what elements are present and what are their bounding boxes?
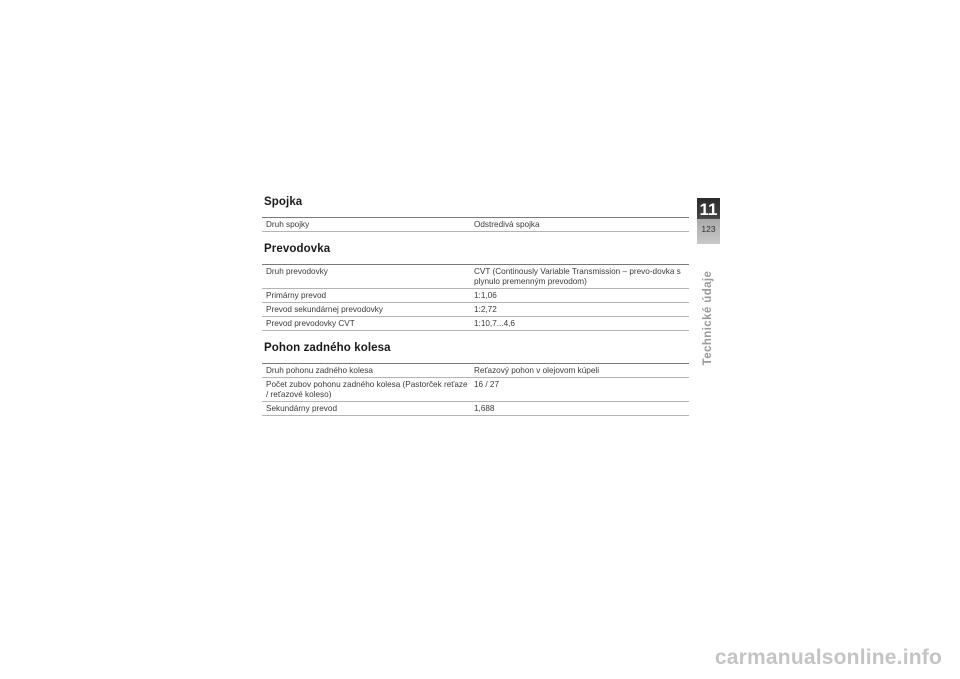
spec-table (262, 363, 689, 416)
section-prevodovka (262, 243, 689, 331)
row-value: 1:2,72 (474, 305, 497, 314)
table-row (262, 289, 689, 303)
row-label: Druh spojky (266, 220, 310, 229)
table-row (262, 303, 689, 317)
section-title: Prevodovka (264, 243, 331, 255)
row-value: 16 / 27 (474, 380, 500, 389)
spec-table (262, 264, 689, 331)
section-title: Spojka (264, 196, 303, 208)
row-value: CVT (Continously Variable Transmission – prevo-dovka s plynulo premenným prevodom) (474, 267, 681, 286)
section-spojka (262, 196, 689, 232)
table-row (262, 364, 689, 378)
row-value: 1:1,06 (474, 291, 497, 300)
row-label: Primárny prevod (266, 291, 327, 300)
table-row (262, 317, 689, 331)
spec-table (262, 217, 689, 232)
row-value: Odstredivá spojka (474, 220, 540, 229)
row-value: Reťazový pohon v olejovom kúpeli (474, 366, 600, 375)
chapter-side-label: Technické údaje (702, 270, 714, 366)
chapter-tab (697, 198, 720, 244)
row-label: Sekundárny prevod (266, 404, 338, 413)
row-label: Prevod sekundárnej prevodovky (266, 305, 383, 314)
row-label: Počet zubov pohonu zadného kolesa (Pastorček reťaze / reťazové koleso) (266, 380, 468, 399)
row-label: Prevod prevodovky CVT (266, 319, 355, 328)
row-label: Druh prevodovky (266, 267, 328, 276)
row-value: 1,688 (474, 404, 495, 413)
chapter-number: 11 (699, 200, 718, 219)
spec-content (262, 196, 689, 427)
table-row (262, 378, 689, 402)
section-pohon-zadneho-kolesa (262, 342, 689, 416)
page-number: 123 (701, 224, 716, 234)
row-label: Druh pohonu zadného kolesa (266, 366, 373, 375)
section-title: Pohon zadného kolesa (264, 342, 391, 354)
table-row (262, 402, 689, 416)
watermark: carmanualsonline.info (714, 646, 942, 669)
row-value: 1:10,7...4,6 (474, 319, 515, 328)
table-row (262, 218, 689, 232)
table-row (262, 265, 689, 289)
